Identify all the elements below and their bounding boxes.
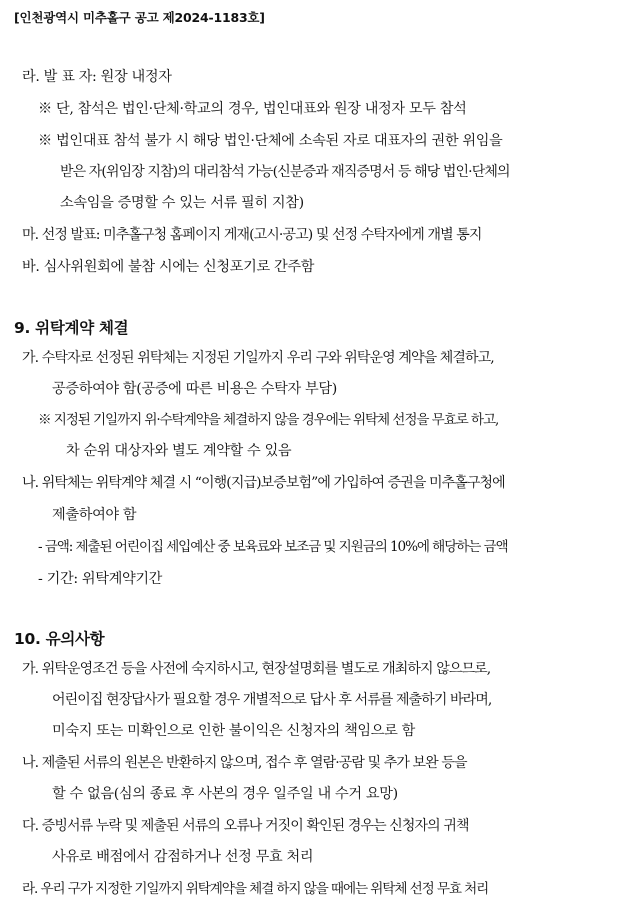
s10-ga-line1: 가. 위탁운영조건 등을 사전에 숙지하시고, 현장설명회를 별도로 개최하지 않으므로, [22, 661, 491, 677]
s10-ra: 라. 우리 구가 지정한 기일까지 위탁계약을 체결 하지 않을 때에는 위탁체 선정 무효 처리 [22, 881, 489, 897]
item-ra-presenter: 라. 발 표 자: 원장 내정자 [22, 69, 172, 85]
s9-ga-line1: 가. 수탁자로 선정된 위탁체는 지정된 기일까지 우리 구와 위탁운영 계약을 체결하고, [22, 350, 494, 366]
note-proxy-line2: 받은 자(위임장 지참)의 대리참석 가능(신분증과 재직증명서 등 해당 법인·단체의 [60, 164, 510, 180]
note-attendance: ※ 단, 참석은 법인·단체·학교의 경우, 법인대표와 원장 내정자 모두 참석 [38, 101, 467, 117]
s9-na-line1: 나. 위탁체는 위탁계약 체결 시 “이행(지급)보증보험”에 가입하여 증권을 미추홀구청에 [22, 475, 505, 491]
s10-na-line2: 할 수 없음(심의 종료 후 사본의 경우 일주일 내 수거 요망) [52, 786, 398, 802]
section-9-title: 9. 위탁계약 체결 [14, 319, 129, 337]
section-10-title: 10. 유의사항 [14, 630, 105, 648]
s9-ga-note-line1: ※ 지정된 기일까지 위·수탁계약을 체결하지 않을 경우에는 위탁체 선정을 무효로 하고, [38, 412, 499, 428]
s9-na-line2: 제출하여야 함 [52, 507, 137, 523]
s9-na-amount: - 금액: 제출된 어린이집 세입예산 중 보육료와 보조금 및 지원금의 10%에 해당하는 금액 [38, 539, 508, 555]
note-proxy-line3: 소속임을 증명할 수 있는 서류 필히 지참) [60, 195, 304, 211]
s10-da-line2: 사유로 배점에서 감점하거나 선정 무효 처리 [52, 849, 314, 865]
item-ma-announcement: 마. 선정 발표: 미추홀구청 홈페이지 게재(고시·공고) 및 선정 수탁자에게 개별 통지 [22, 227, 482, 243]
s9-ga-line2: 공증하여야 함(공증에 따른 비용은 수탁자 부담) [52, 381, 337, 397]
s10-ga-line3: 미숙지 또는 미확인으로 인한 불이익은 신청자의 책임으로 함 [52, 723, 415, 739]
note-proxy-line1: ※ 법인대표 참석 불가 시 해당 법인·단체에 소속된 자로 대표자의 권한 위임을 [38, 133, 503, 149]
s10-na-line1: 나. 제출된 서류의 원본은 반환하지 않으며, 접수 후 열람·공람 및 추가 보완 등을 [22, 755, 467, 771]
s9-ga-note-line2: 차 순위 대상자와 별도 계약할 수 있음 [66, 443, 292, 459]
notice-number: [인천광역시 미추홀구 공고 제2024-1183호] [14, 10, 265, 25]
s10-da-line1: 다. 증빙서류 누락 및 제출된 서류의 오류나 거짓이 확인된 경우는 신청자의 귀책 [22, 818, 469, 834]
s10-ga-line2: 어린이집 현장답사가 필요할 경우 개별적으로 답사 후 서류를 제출하기 바라며, [52, 692, 492, 708]
s9-na-period: - 기간: 위탁계약기간 [38, 571, 163, 587]
item-ba-absence: 바. 심사위원회에 불참 시에는 신청포기로 간주함 [22, 259, 315, 275]
